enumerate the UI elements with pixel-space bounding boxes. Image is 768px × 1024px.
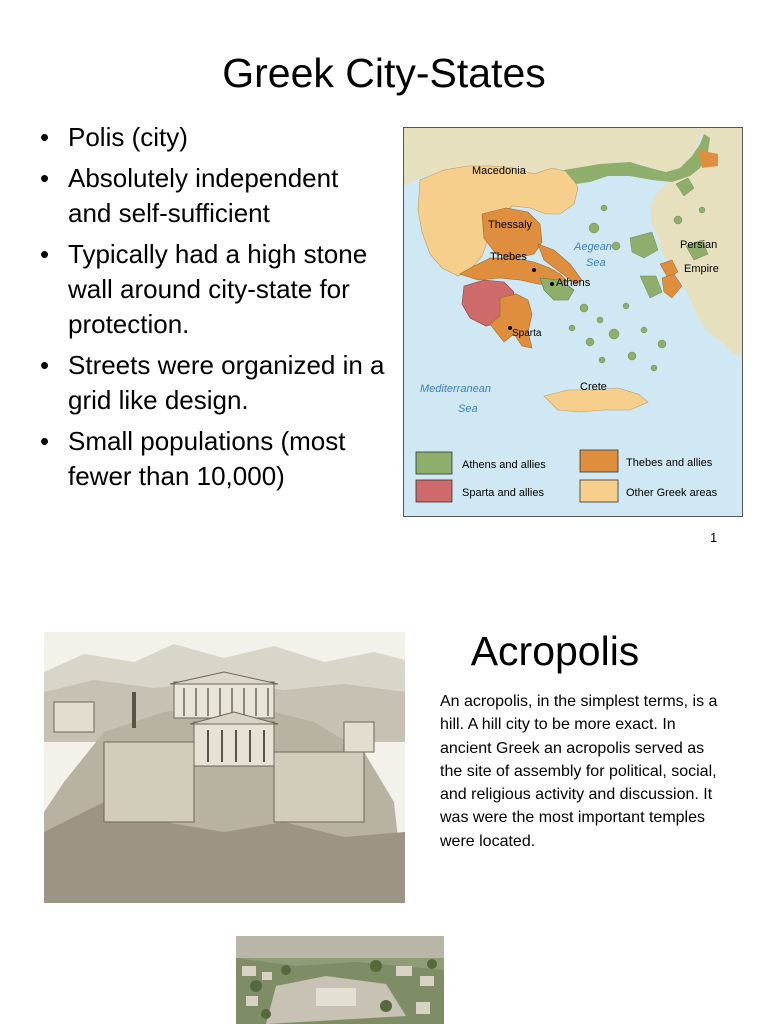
legend-swatch-thebes <box>580 450 618 472</box>
legend-swatch-other <box>580 480 618 502</box>
map-label-thessaly: Thessaly <box>488 219 533 231</box>
map-label-mediterranean: Mediterranean <box>420 383 491 395</box>
section-body-text: An acropolis, in the simplest terms, is a hill. A hill city to be more exact. In ancient Greek an acropolis served as the site of assembly for political, social, and religious activity and discussion. It was were the most important temples were located. <box>440 693 718 850</box>
legend-swatch-athens <box>416 452 452 474</box>
page-number: 1 <box>710 530 718 545</box>
bullet-item: • Polis (city) <box>38 120 388 155</box>
greek-city-states-map <box>403 127 743 517</box>
bullet-list <box>38 120 388 500</box>
legend-label-athens: Athens and allies <box>462 459 546 471</box>
legend-label-other: Other Greek areas <box>626 487 718 499</box>
map-label-empire: Empire <box>684 263 719 275</box>
map-label-aegean: Aegean <box>574 241 612 253</box>
section-title: Acropolis <box>470 628 640 674</box>
slide-title: Greek City-States <box>222 50 546 96</box>
bullet-item: • Streets were organized in a grid like design. <box>38 348 388 418</box>
map-label-crete: Crete <box>580 381 607 393</box>
bullet-item: • Typically had a high stone wall around city-state for protection. <box>38 237 388 342</box>
acropolis-aerial-photo <box>236 936 444 1024</box>
bullet-item: • Small populations (most fewer than 10,000) <box>38 424 388 494</box>
map-athens-marker <box>550 282 554 286</box>
bullet-item: • Absolutely independent and self-sufficient <box>38 161 388 231</box>
legend-label-thebes: Thebes and allies <box>626 457 713 469</box>
acropolis-sketch-image <box>44 632 405 903</box>
map-label-athens: Athens <box>556 277 591 289</box>
map-thebes-marker <box>532 268 536 272</box>
map-label-aegean-sea: Sea <box>586 257 606 269</box>
map-label-sparta: Sparta <box>512 328 542 339</box>
map-label-thebes: Thebes <box>490 251 527 263</box>
map-label-persian: Persian <box>680 239 718 251</box>
map-label-macedonia: Macedonia <box>472 165 526 177</box>
map-label-mediterranean-sea: Sea <box>458 403 478 415</box>
legend-label-sparta: Sparta and allies <box>462 487 544 499</box>
legend-swatch-sparta <box>416 480 452 502</box>
